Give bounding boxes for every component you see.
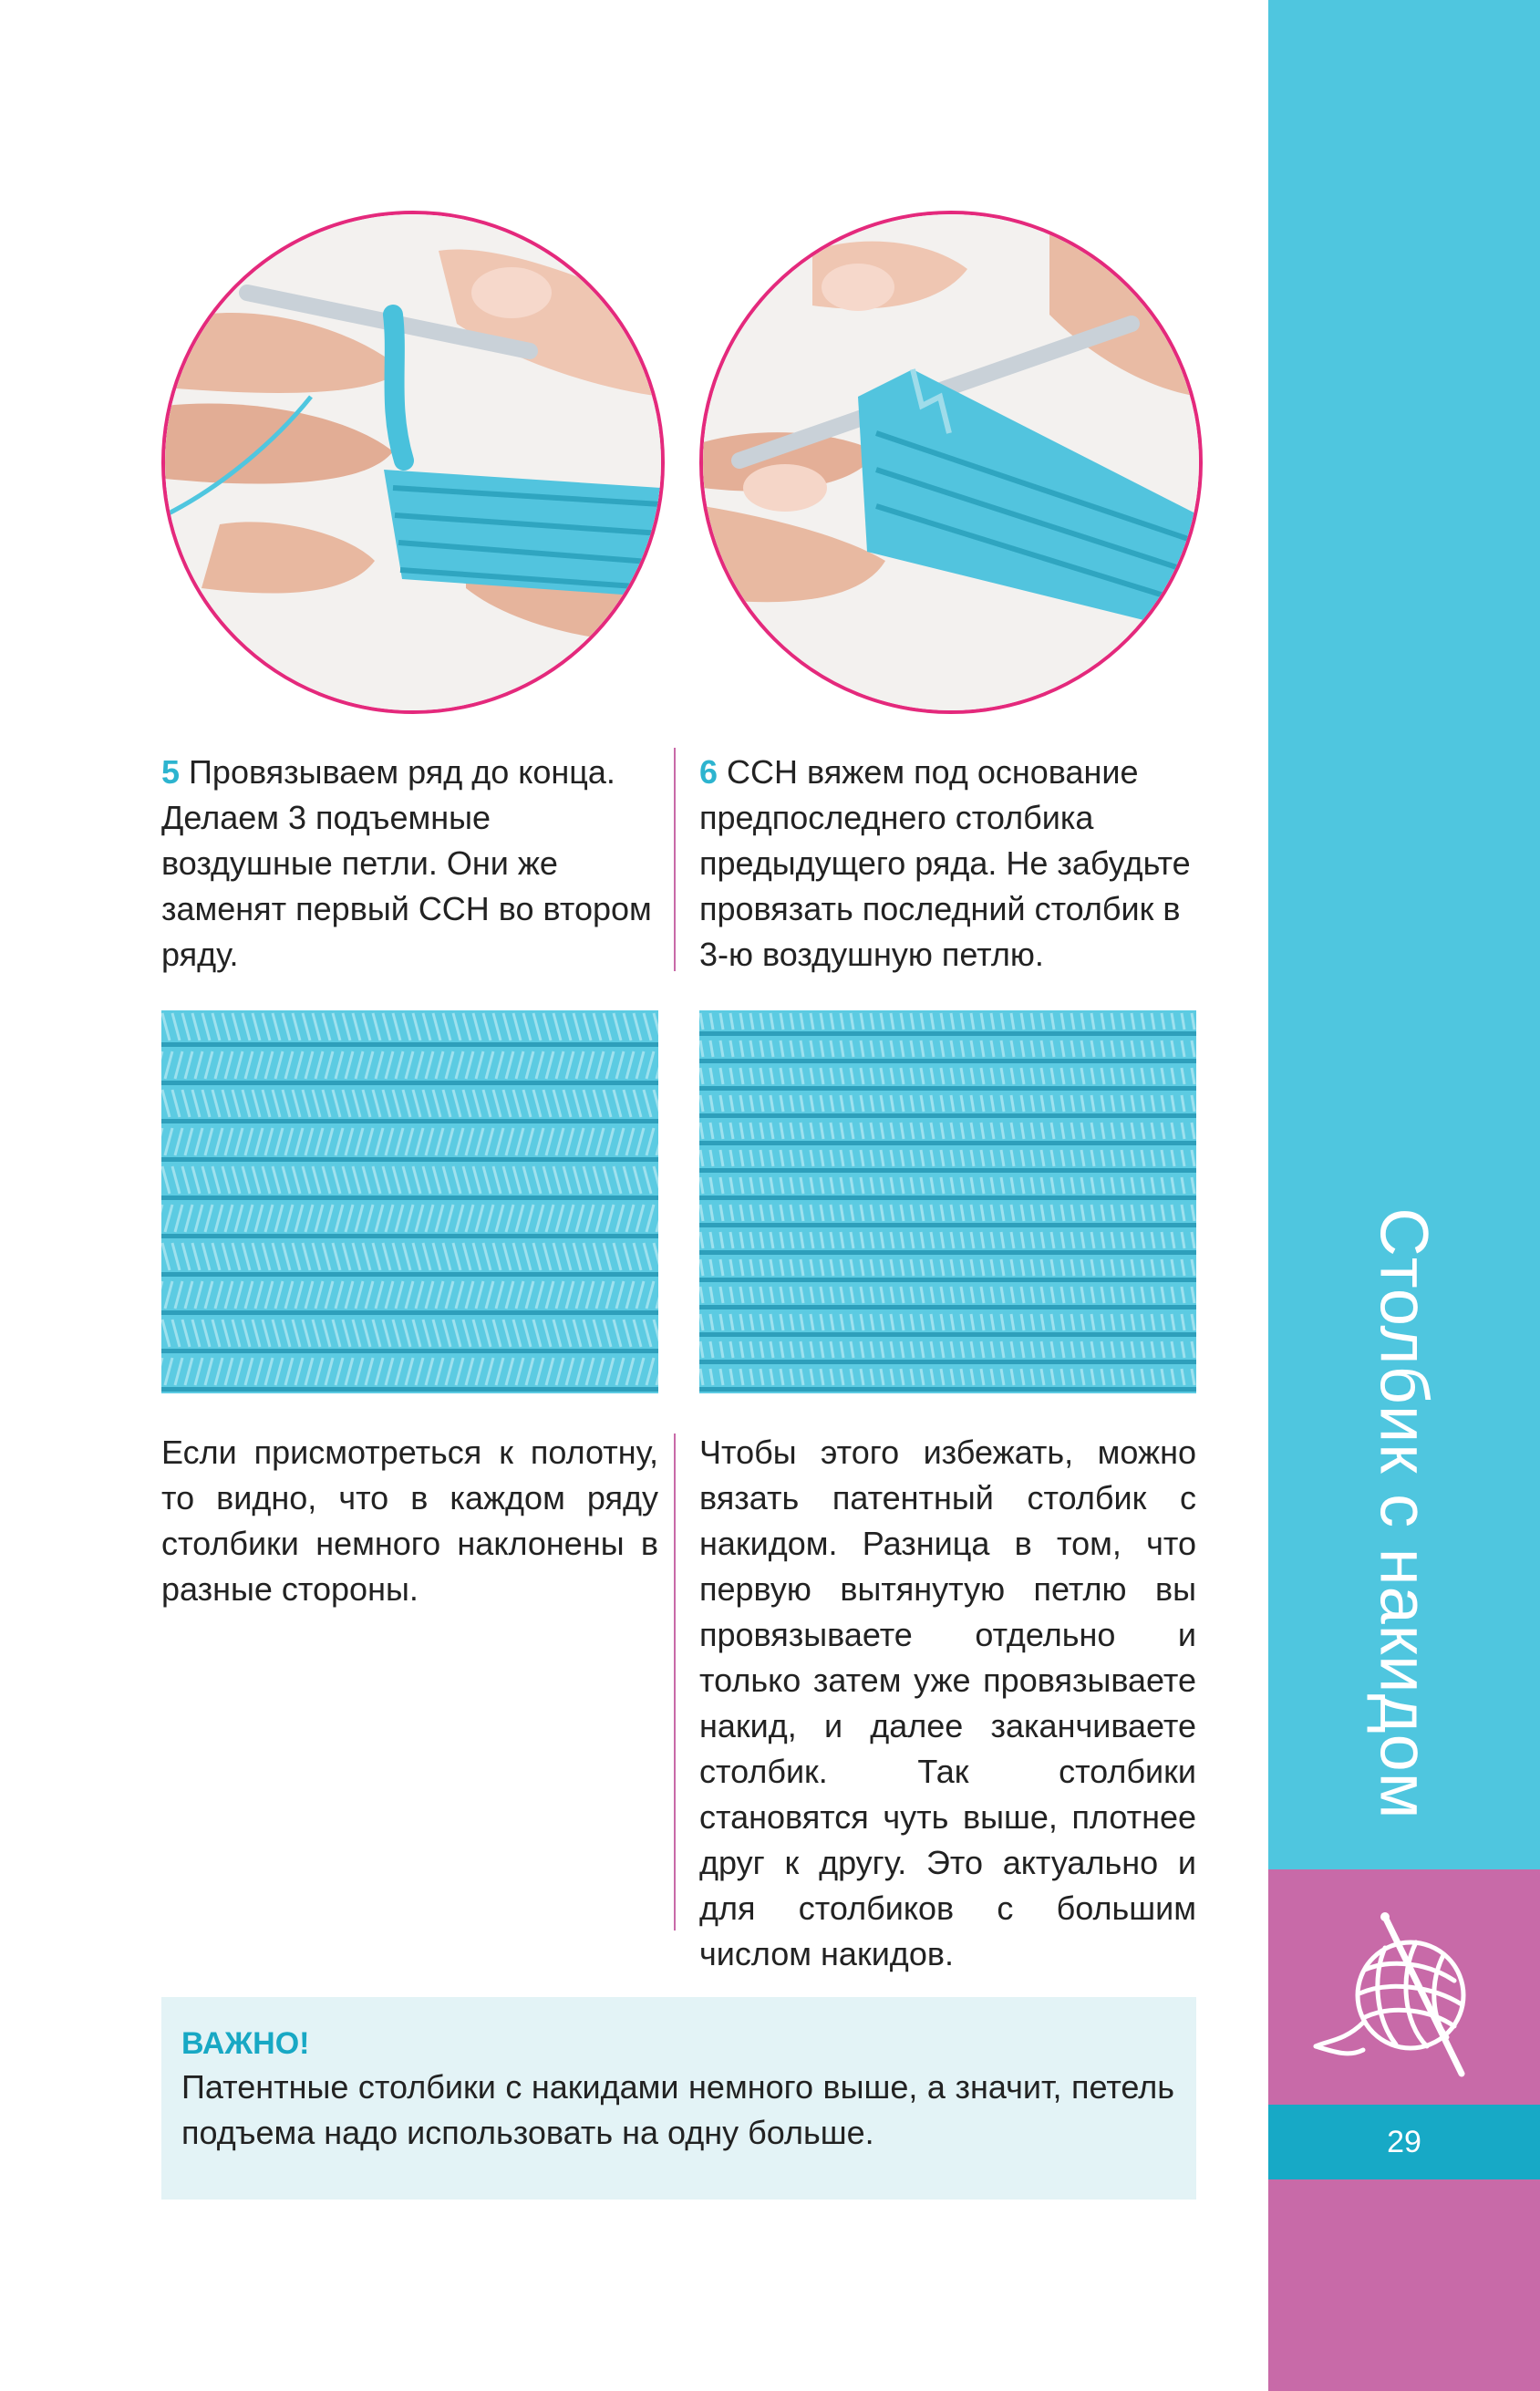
- step-6-text: [699, 750, 1196, 978]
- step-5-photo: [161, 211, 665, 714]
- step-5-number: 5: [161, 753, 181, 791]
- note-text: Патентные столбики с накидами немного выше, а значит, петель подъема надо использовать на одну больше.: [181, 2068, 1174, 2151]
- right-paragraph: Чтобы этого избежать, можно вязать патентный столбик с накидом. Разница в том, что первую вытянутую петлю вы провязываете отдельно и только затем уже провязываете накид, и далее заканчиваете столбик. Так столбики становятся чуть выше, плотнее друг к другу. Это актуально и для столбиков с большим числом накидов.: [699, 1434, 1196, 1972]
- step-6-description: ССН вяжем под основание предпоследнего столбика предыдущего ряда. Не забудьте провязать последний столбик в 3-ю воздушную петлю.: [699, 753, 1191, 973]
- left-paragraph: Если присмотреться к полотну, то видно, что в каждом ряду столбики немного наклонены в разные стороны.: [161, 1434, 658, 1608]
- sidebar: [1268, 0, 1540, 2391]
- page-number: 29: [1387, 2125, 1421, 2159]
- yarn-ball-hook-icon: [1308, 1904, 1500, 2077]
- column-divider: [674, 1434, 676, 1930]
- step-5-description: Провязываем ряд до конца. Делаем 3 подъемные воздушные петли. Они же заменят первый ССН во втором ряду.: [161, 753, 652, 973]
- step-6-photo: [699, 211, 1203, 714]
- note-title: ВАЖНО!: [181, 2026, 310, 2061]
- step-5-text: [161, 750, 658, 978]
- chapter-title: Столбик с накидом: [1366, 1207, 1442, 1820]
- step-6-number: 6: [699, 753, 718, 791]
- slanted-stitches-swatch: [161, 1010, 658, 1393]
- column-divider: [674, 748, 676, 971]
- patent-stitches-swatch: [699, 1010, 1196, 1393]
- important-note: [161, 1997, 1196, 2200]
